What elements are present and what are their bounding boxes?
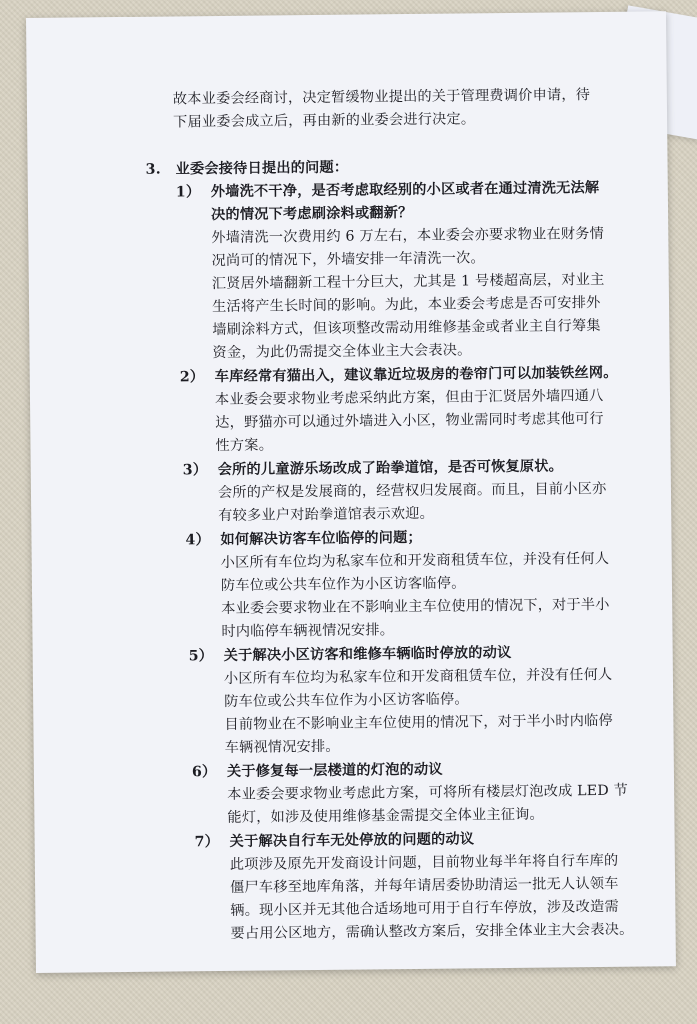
item-number: 7） <box>194 834 220 851</box>
item-number: 1） <box>175 184 201 201</box>
item-body: 防车位或公共车位作为小区访客临停。 <box>224 691 469 710</box>
item-body: 本业委会要求物业考虑采纳此方案，但由于汇贤居外墙四通八 <box>214 387 604 409</box>
item-body: 性方案。 <box>215 437 274 455</box>
document-content <box>26 11 666 942</box>
intro-line: 故本业委会经商讨，决定暂缓物业提出的关于管理费调价申请，待 <box>172 87 591 108</box>
item-number: 5） <box>188 648 214 665</box>
item-body: 时内临停车辆视情况安排。 <box>221 622 395 640</box>
section-number: 3. <box>145 161 161 178</box>
item-body: 车辆视情况安排。 <box>224 738 340 756</box>
item-body: 达，野猫亦可以通过外墙进入小区，物业需同时考虑其他可行 <box>215 410 604 432</box>
item-body: 墙刷涂料方式，但该项整改需动用维修基金或者业主自行筹集 <box>212 317 601 339</box>
item-number: 4） <box>185 532 211 549</box>
item-body: 外墙清洗一次费用约 6 万左右，本业委会亦要求物业在财务情 <box>211 225 605 247</box>
item-body: 防车位或公共车位作为小区访客临停。 <box>220 575 466 594</box>
intro-line: 下届业委会成立后，再由新的业委会进行决定。 <box>173 111 476 131</box>
item-body: 要占用公区地方，需确认整改方案后，安排全体业主大会表决。 <box>230 921 634 942</box>
item-body: 况尚可的情况下，外墙安排一年清洗一次。 <box>211 250 485 270</box>
item-number: 2） <box>179 369 205 386</box>
item-body: 本业委会要求物业在不影响业主车位使用的情况下，对于半小 <box>221 596 610 617</box>
item-title: 关于修复每一层楼道的灯泡的动议 <box>226 761 443 780</box>
item-body: 能灯，如涉及使用维修基金需提交全体业主征询。 <box>227 806 544 826</box>
document-sheet <box>26 11 676 973</box>
item-body: 有较多业户对跆拳道馆表示欢迎。 <box>218 505 435 525</box>
item-title: 车库经常有猫出入，建议靠近垃圾房的卷帘门可以加装铁丝网。 <box>214 364 618 386</box>
item-title: 关于解决自行车无处停放的问题的动议 <box>229 831 475 850</box>
item-body: 此项涉及原先开发商设计问题，目前物业每半年将自行车库的 <box>229 852 619 873</box>
item-number: 6） <box>191 764 217 781</box>
item-body: 辆。现小区并无其他合适场地可用于自行车停放，涉及改造需 <box>230 898 619 919</box>
item-number: 3） <box>182 462 208 479</box>
item-title: 如何解决访客车位临停的问题； <box>220 529 422 548</box>
item-title: 关于解决小区访客和维修车辆临时停放的动议 <box>223 644 512 664</box>
item-body: 本业委会要求物业考虑此方案，可将所有楼层灯泡改成 LED 节 <box>227 782 629 803</box>
item-body: 小区所有车位均为私家车位和开发商租赁车位，并没有任何人 <box>223 666 613 687</box>
item-body: 会所的产权是发展商的，经营权归发展商。而且，目前小区亦 <box>217 480 607 502</box>
item-body: 汇贤居外墙翻新工程十分巨大，尤其是 1 号楼超高层，对业主 <box>211 271 605 293</box>
item-body: 小区所有车位均为私家车位和开发商租赁车位，并没有任何人 <box>220 550 610 571</box>
item-title: 会所的儿童游乐场改成了跆拳道馆，是否可恢复原状。 <box>217 458 564 479</box>
section-title: 业委会接待日提出的问题： <box>175 159 349 178</box>
item-body: 目前物业在不影响业主车位使用的情况下，对于半小时内临停 <box>224 712 613 733</box>
item-body: 资金，为此仍需提交全体业主大会表决。 <box>212 342 472 362</box>
item-title: 决的情况下考虑刷涂料或翻新？ <box>210 204 413 224</box>
item-title: 外墙洗不干净，是否考虑取经别的小区或者在通过清洗无法解 <box>210 180 600 201</box>
item-body: 生活将产生长时间的影响。为此，本业委会考虑是否可安排外 <box>211 295 601 316</box>
item-body: 僵尸车移至地库角落，并每年请居委协助清运一批无人认领车 <box>230 875 619 896</box>
